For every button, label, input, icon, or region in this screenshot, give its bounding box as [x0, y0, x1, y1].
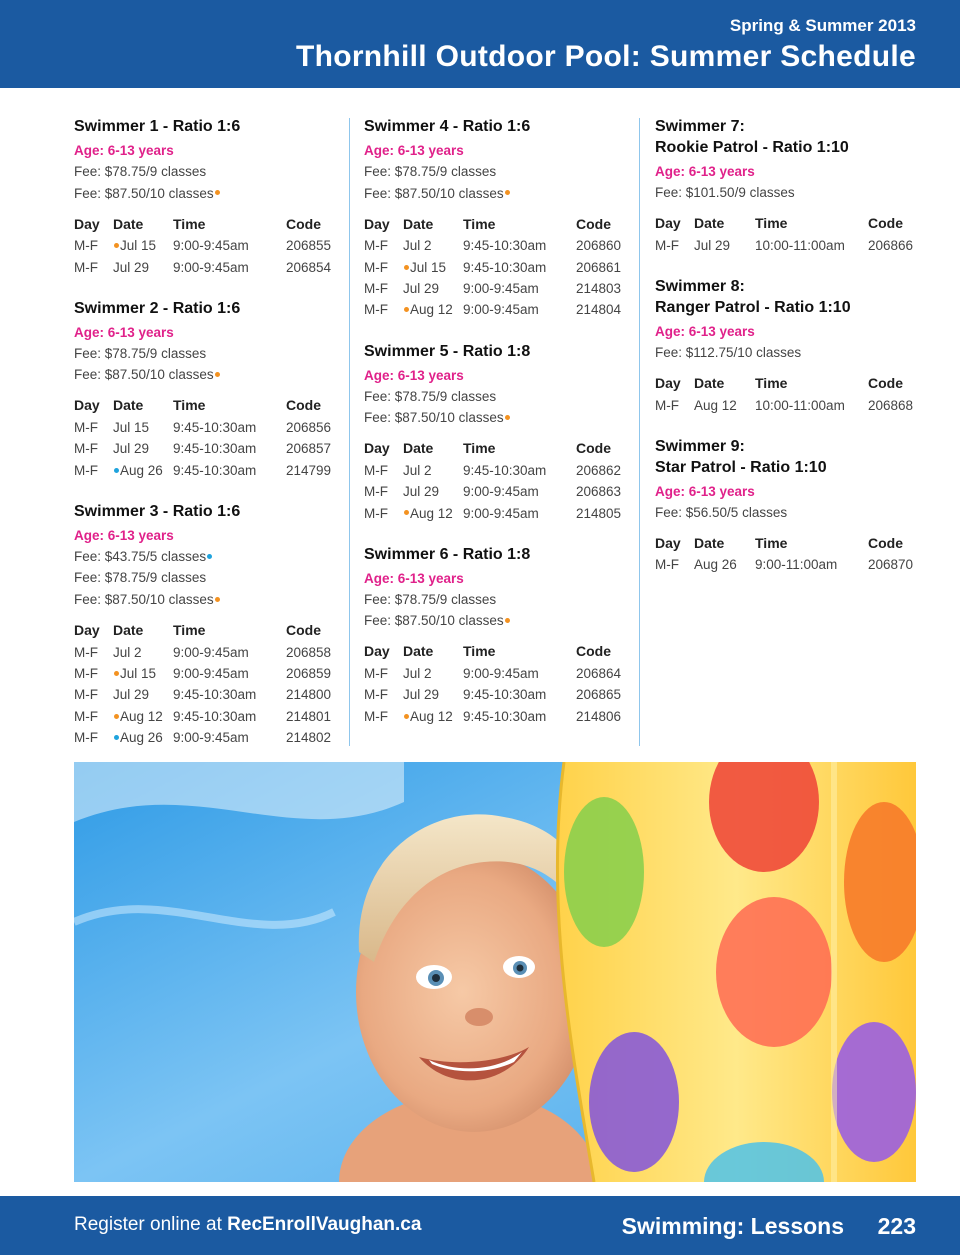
orange-dot-icon — [404, 307, 409, 312]
swimmer-1-block — [74, 116, 338, 278]
age-range: Age: 6-13 years — [364, 367, 464, 383]
course-title: Swimmer 8: Ranger Patrol - Ratio 1:10 — [655, 277, 851, 316]
swimmer-3-block — [74, 501, 338, 748]
blue-dot-icon — [114, 735, 119, 740]
swimmer-2-block — [74, 298, 338, 481]
orange-dot-icon — [404, 714, 409, 719]
column-divider — [349, 118, 350, 746]
course-title: Swimmer 3 - Ratio 1:6 — [74, 502, 241, 520]
course-title: Swimmer 2 - Ratio 1:6 — [74, 299, 241, 317]
page-title: Thornhill Outdoor Pool: Summer Schedule — [295, 40, 916, 73]
table-row: M-F Aug 12 9:45-10:30am 214806 — [364, 708, 622, 724]
age-range: Age: 6-13 years — [74, 143, 174, 158]
schedule-table — [655, 371, 918, 415]
fee-line: Fee: $101.50/9 classes — [655, 185, 795, 200]
table-row: M-F Jul 29 9:45-10:30am 214800 — [74, 687, 332, 703]
course-title: Swimmer 5 - Ratio 1:8 — [364, 342, 531, 360]
table-header-row: Day Date Time Code — [74, 621, 321, 638]
age-range: Age: 6-13 years — [74, 527, 174, 543]
column-divider — [639, 118, 640, 746]
schedule-table — [74, 618, 336, 748]
orange-dot-icon — [505, 415, 510, 420]
orange-dot-icon — [404, 510, 409, 515]
fee-line: Fee: $112.75/10 classes — [655, 344, 802, 360]
table-row: M-F Jul 29 9:00-9:45am 214803 — [364, 280, 622, 296]
fee-line: Fee: $87.50/10 classes — [364, 183, 628, 205]
header-code: Code — [286, 215, 321, 232]
schedule-table — [655, 212, 918, 256]
child-pool-photo — [74, 762, 916, 1182]
table-row: M-F Aug 12 10:00-11:00am 206868 — [655, 397, 914, 413]
fee-line: Fee: $78.75/9 classes — [364, 591, 497, 607]
table-row: M-F Jul 2 9:45-10:30am 206860 — [364, 238, 622, 254]
table-header-row: Day Date Time Code — [364, 215, 611, 232]
fee-line: Fee: $78.75/9 classes — [74, 570, 207, 586]
schedule-table — [364, 640, 626, 727]
table-header-row — [74, 212, 336, 235]
register-site-link[interactable]: RecEnrollVaughan.ca — [227, 1214, 422, 1235]
table-header-row: Day Date Time Code — [74, 397, 321, 414]
table-header-row: Day Date Time Code — [655, 215, 903, 231]
orange-dot-icon — [215, 372, 220, 377]
age-range: Age: 6-13 years — [74, 324, 174, 340]
age-range: Age: 6-13 years — [655, 164, 755, 179]
orange-dot-icon — [404, 265, 409, 270]
swimmer-4-block — [364, 116, 628, 321]
course-title: Swimmer 6 - Ratio 1:8 — [364, 545, 531, 563]
schedule-table — [364, 212, 626, 321]
course-title: Swimmer 7: Rookie Patrol - Ratio 1:10 — [655, 118, 849, 156]
fee-line: Fee: $78.75/9 classes — [74, 345, 207, 361]
header-time: Time — [173, 215, 206, 232]
swimmer-9-block — [655, 436, 919, 576]
table-header-row: Day Date Time Code — [364, 643, 611, 660]
season-label: Spring & Summer 2013 — [729, 16, 916, 35]
table-row: M-F Jul 29 9:00-9:45am 206854 — [74, 259, 332, 275]
table-row: M-F Aug 12 9:00-9:45am 214805 — [364, 505, 622, 521]
table-header-row: Day Date Time Code — [364, 440, 611, 457]
table-row: M-F Jul 15 9:00-9:45am 206859 — [74, 666, 332, 682]
swimmer-7-block — [655, 116, 919, 256]
age-range: Age: 6-13 years — [364, 143, 464, 158]
swimmer-5-block — [364, 341, 628, 524]
blue-dot-icon — [207, 554, 212, 559]
fee-line: Fee: $87.50/10 classes — [364, 407, 628, 429]
section-title: Swimming: Lessons — [621, 1213, 844, 1239]
orange-dot-icon — [114, 714, 119, 719]
fee-line: Fee: $56.50/5 classes — [655, 504, 788, 520]
table-row: M-F Jul 2 9:00-9:45am 206858 — [74, 644, 332, 660]
table-row: M-F Jul 15 9:00-9:45am 206855 — [74, 238, 332, 254]
header-date: Date — [113, 215, 144, 232]
table-row: M-F Jul 15 9:45-10:30am 206856 — [74, 419, 332, 435]
course-title: Swimmer 1 - Ratio 1:6 — [74, 118, 241, 135]
course-title: Swimmer 4 - Ratio 1:6 — [364, 118, 531, 135]
age-range: Age: 6-13 years — [655, 483, 755, 499]
blue-dot-icon — [114, 468, 119, 473]
age-range: Age: 6-13 years — [655, 323, 755, 339]
table-row: M-F Jul 2 9:45-10:30am 206862 — [364, 462, 622, 478]
age-range: Age: 6-13 years — [364, 570, 464, 586]
header-day: Day — [74, 215, 100, 232]
schedule-table — [74, 212, 336, 278]
schedule-column-1 — [74, 116, 338, 768]
register-text: Register online at RecEnrollVaughan.ca — [74, 1214, 422, 1235]
fee-line: Fee: $87.50/10 classes — [74, 183, 338, 205]
table-row: M-F Jul 29 9:45-10:30am 206857 — [74, 441, 332, 457]
orange-dot-icon — [505, 190, 510, 195]
table-row: M-F Jul 29 10:00-11:00am 206866 — [655, 237, 914, 253]
table-row: M-F Jul 2 9:00-9:45am 206864 — [364, 665, 622, 681]
page-footer — [0, 1196, 960, 1255]
schedule-column-3 — [655, 116, 919, 596]
table-row: M-F Jul 15 9:45-10:30am 206861 — [364, 259, 622, 275]
table-row: M-F Aug 26 9:45-10:30am 214799 — [74, 462, 332, 478]
table-row: M-F Jul 29 9:45-10:30am 206865 — [364, 687, 622, 703]
fee-line: Fee: $43.75/5 classes — [74, 546, 338, 568]
schedule-table — [655, 531, 918, 575]
fee-line: Fee: $78.75/9 classes — [364, 388, 497, 404]
fee-line: Fee: $87.50/10 classes — [74, 589, 338, 611]
page-number: 223 — [877, 1213, 916, 1239]
table-header-row: Day Date Time Code — [655, 374, 903, 391]
table-row: M-F Aug 26 9:00-9:45am 214802 — [74, 730, 332, 746]
schedule-table — [74, 394, 336, 481]
table-row: M-F Aug 12 9:45-10:30am 214801 — [74, 708, 332, 724]
fee-line: Fee: $78.75/9 classes — [74, 164, 207, 179]
swimmer-8-block — [655, 276, 919, 416]
orange-dot-icon — [215, 597, 220, 602]
schedule-table — [364, 437, 626, 524]
fee-line: Fee: $87.50/10 classes — [74, 364, 338, 386]
table-row: M-F Jul 29 9:00-9:45am 206863 — [364, 484, 622, 500]
swimmer-6-block — [364, 544, 628, 727]
fee-line: Fee: $78.75/9 classes — [364, 164, 497, 179]
orange-dot-icon — [114, 671, 119, 676]
orange-dot-icon — [505, 618, 510, 623]
fee-line: Fee: $87.50/10 classes — [364, 610, 628, 632]
orange-dot-icon — [215, 190, 220, 195]
table-row: M-F Aug 26 9:00-11:00am 206870 — [655, 557, 914, 573]
course-title: Swimmer 9: Star Patrol - Ratio 1:10 — [655, 437, 827, 476]
page-header — [0, 0, 960, 88]
orange-dot-icon — [114, 243, 119, 248]
table-row: M-F Aug 12 9:00-9:45am 214804 — [364, 302, 622, 318]
table-header-row: Day Date Time Code — [655, 534, 903, 551]
schedule-column-2 — [364, 116, 628, 747]
